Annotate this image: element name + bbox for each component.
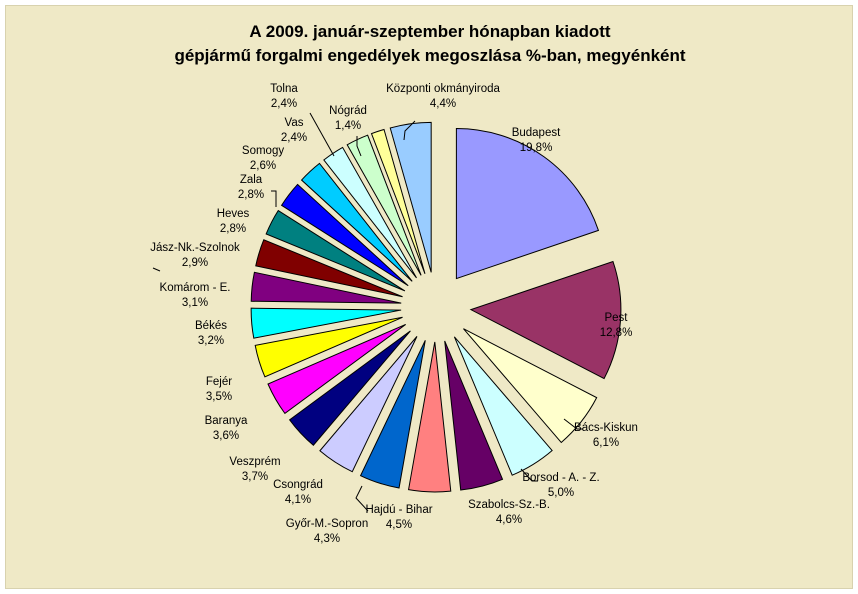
slice-name: Hajdú - Bihar — [365, 504, 433, 516]
slice-value: 4,5% — [385, 519, 413, 531]
slice-name: Borsod - A. - Z. — [522, 472, 600, 484]
slice-value: 2,9% — [181, 257, 209, 269]
slice-value: 2,4% — [270, 98, 298, 110]
slice-label — [205, 415, 248, 442]
slice-value: 2,8% — [237, 189, 265, 201]
slice-value: 3,1% — [181, 297, 209, 309]
slice-value: 4,3% — [313, 533, 341, 545]
slice-label — [270, 83, 298, 110]
slice-label — [468, 499, 550, 526]
slice-label — [242, 145, 284, 172]
slice-name: Heves — [216, 208, 250, 220]
pie-chart — [6, 6, 854, 590]
slice-value: 3,7% — [241, 471, 269, 483]
slice-value: 19,8% — [519, 142, 553, 154]
slice-name: Központi okmányiroda — [386, 83, 500, 95]
slice-label — [217, 208, 250, 235]
slice-name: Szabolcs-Sz.-B. — [468, 499, 550, 511]
slice-name: Csongrád — [273, 479, 323, 491]
slice-label — [574, 422, 638, 449]
slice-name: Somogy — [241, 145, 285, 157]
chart-title-line-2: gépjármű forgalmi engedélyek megoszlása %-ban, megyénként — [174, 46, 686, 65]
slice-label — [195, 320, 227, 347]
slice-value: 6,1% — [592, 437, 620, 449]
slice-name: Fejér — [205, 376, 233, 388]
slice-label — [512, 127, 561, 154]
slice-value: 4,4% — [429, 98, 457, 110]
slice-value: 3,5% — [205, 391, 233, 403]
leader-line — [310, 113, 334, 156]
slice-label — [386, 83, 500, 110]
slice-value: 2,6% — [249, 160, 277, 172]
slice-value: 3,2% — [197, 335, 225, 347]
slice-label — [273, 479, 323, 506]
slice-label — [329, 105, 367, 132]
slice-name: Győr-M.-Sopron — [285, 518, 369, 530]
slice-label — [150, 242, 240, 269]
slice-label — [160, 282, 231, 309]
slice-name: Vas — [284, 117, 304, 129]
leader-line — [271, 191, 276, 207]
slice-name: Pest — [604, 312, 628, 324]
slice-label — [238, 174, 264, 201]
slice-name: Tolna — [270, 83, 298, 95]
slice-value: 2,8% — [219, 223, 247, 235]
slice-name: Komárom - E. — [159, 282, 231, 294]
slice-name: Jász-Nk.-Szolnok — [150, 242, 240, 254]
slice-name: Veszprém — [229, 456, 281, 468]
slice-value: 3,6% — [212, 430, 240, 442]
slice-value: 5,0% — [547, 487, 575, 499]
slice-label — [281, 117, 307, 144]
slice-value: 1,4% — [334, 120, 362, 132]
slice-name: Nógrád — [329, 105, 367, 117]
slice-name: Budapest — [511, 127, 561, 139]
slice-label — [365, 504, 432, 531]
slice-name: Baranya — [204, 415, 248, 427]
slice-name: Bács-Kiskun — [574, 422, 638, 434]
slice-label — [206, 376, 232, 403]
slice-value: 2,4% — [280, 132, 308, 144]
slice-label — [286, 518, 368, 545]
slice-value: 12,8% — [599, 327, 633, 339]
slice-name: Zala — [239, 174, 263, 186]
slice-name: Békés — [195, 320, 227, 332]
slice-value: 4,6% — [495, 514, 523, 526]
slice-label — [522, 472, 599, 499]
chart-frame — [5, 5, 853, 589]
slice-value: 4,1% — [284, 494, 312, 506]
leader-line — [153, 268, 160, 271]
chart-title-line-1: A 2009. január-szeptember hónapban kiadott — [249, 22, 611, 41]
